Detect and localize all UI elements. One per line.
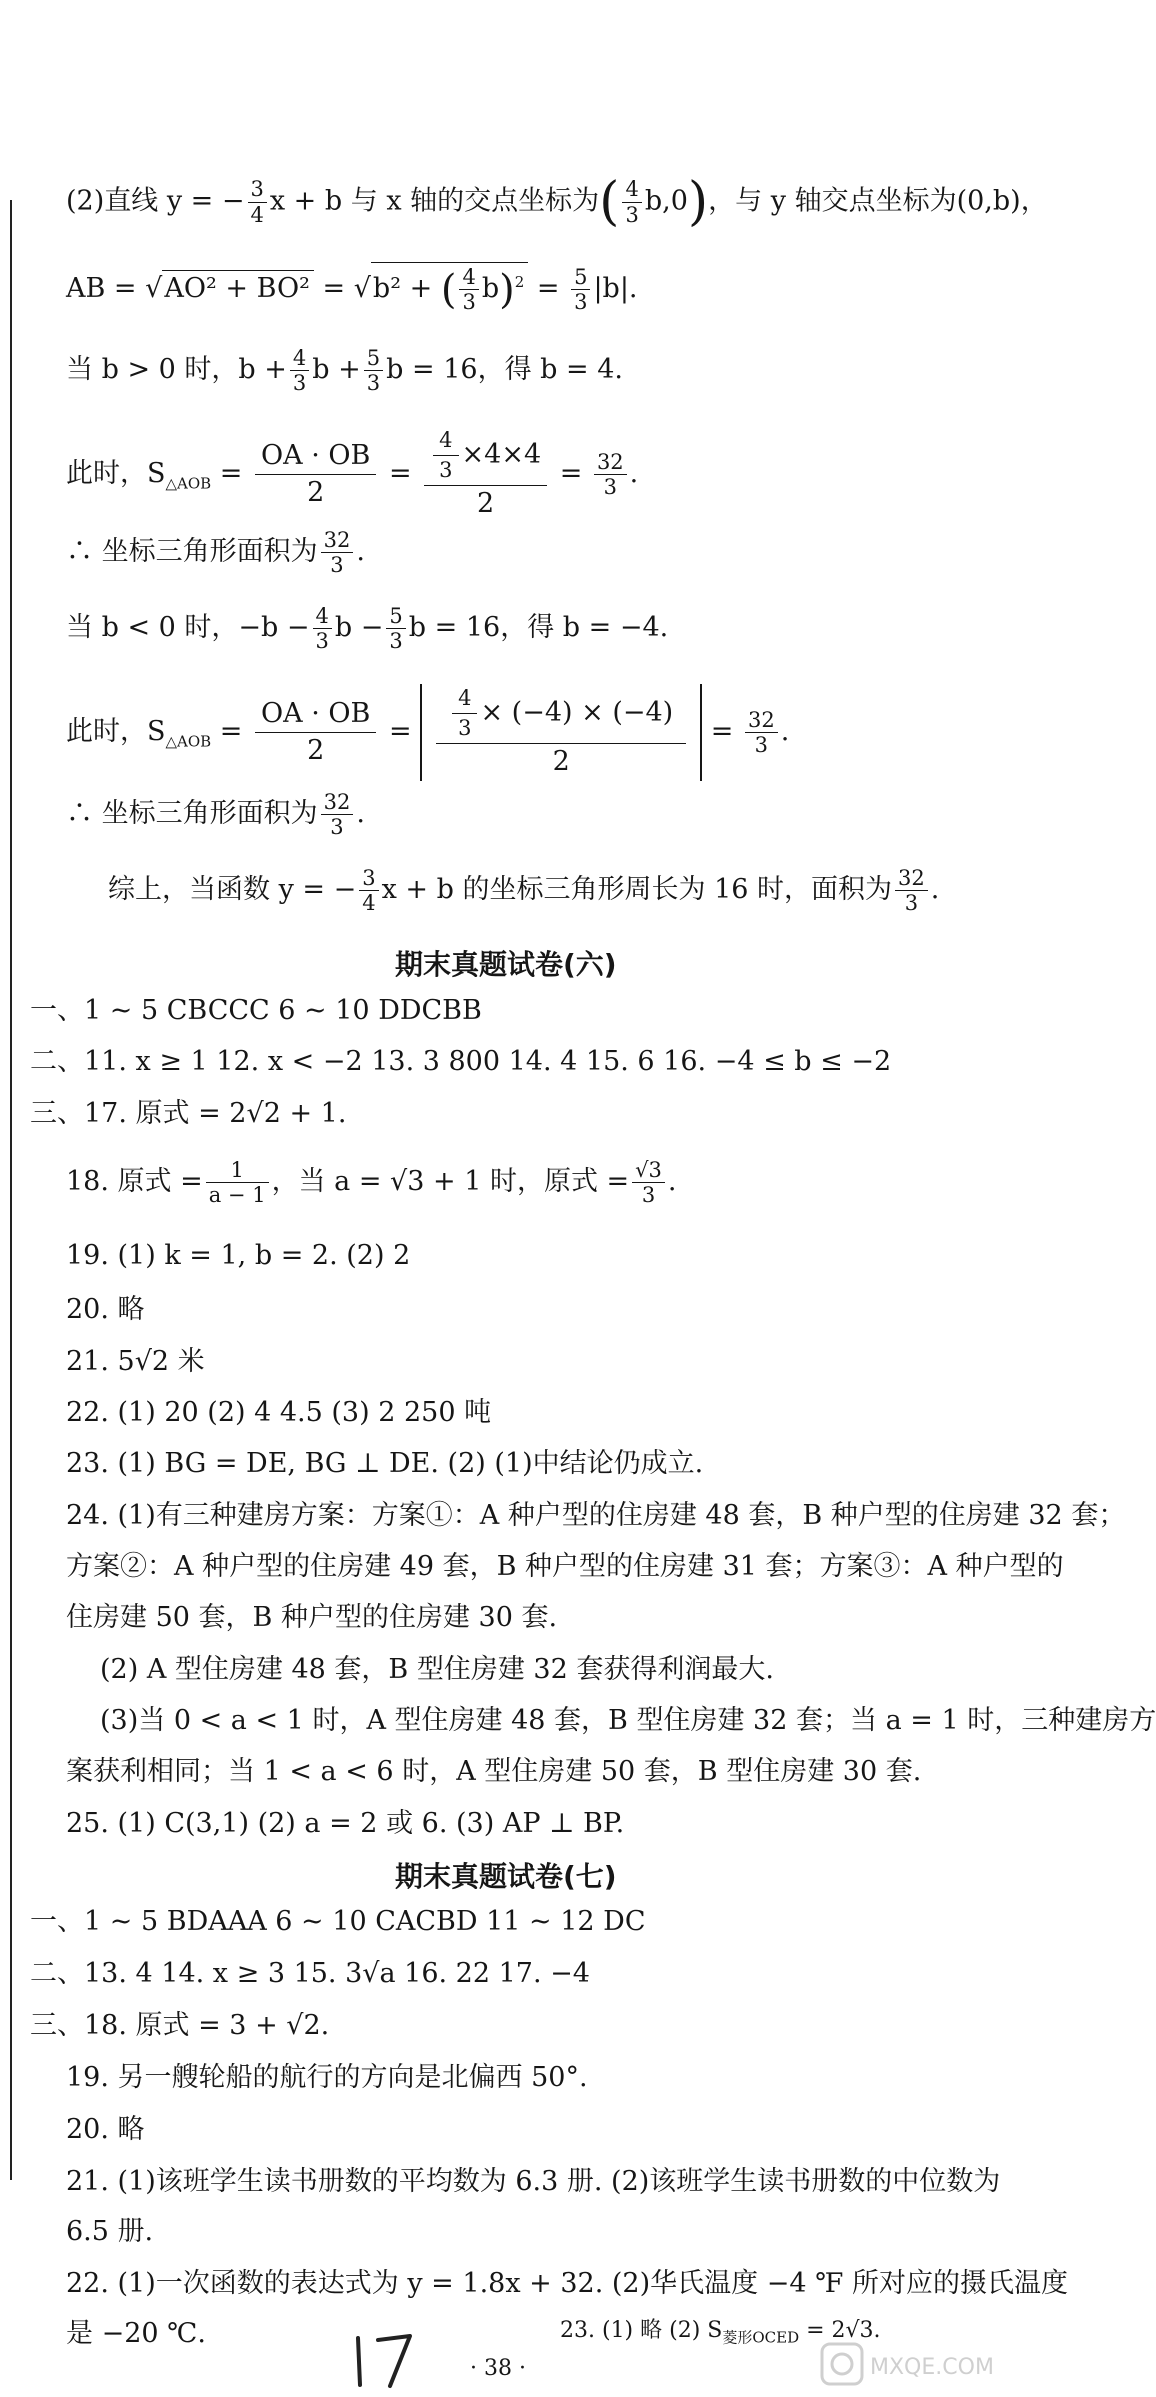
part2-intro: (2)直线 y = − $\frac{3}{4}$ x + b 与 x 轴的交点坐标为( $\frac{4}{3}$ b,0)，与 y 轴交点坐标为(0,b)， [66,172,1048,232]
watermark-logo [820,2340,994,2397]
exam6-q24-line5: (3)当 0 < a < 1 时，A 型住房建 48 套，B 型住房建 32 套；当 a = 1 时，三种建房方 [100,1705,1156,1736]
exam7-q21-line1: 21. (1)该班学生读书册数的平均数为 6.3 册. (2)该班学生读书册数的中位数为 [66,2166,1001,2197]
page-number: · 38 · [470,2356,526,2381]
exam7-q19: 19. 另一艘轮船的航行的方向是北偏西 50°. [66,2062,588,2093]
exam6-q24-line2: 方案②：A 种户型的住房建 49 套，B 种户型的住房建 31 套；方案③：A 种户型的 [66,1551,1064,1582]
conclusion-2: ∴ 坐标三角形面积为 $\frac{32}{3}$ . [66,790,365,840]
ab-formula: AB = √AO² + BO² = √b² + ( $\frac{4}{3}$ b)$^2$ = $\frac{5}{3}$ |b|. [66,262,638,314]
exam6-q19: 19. (1) k = 1, b = 2. (2) 2 [66,1240,411,1271]
left-margin-rule [10,200,12,2180]
exam6-q24-line6: 案获利相同；当 1 < a < 6 时，A 型住房建 50 套，B 型住房建 30 套. [66,1756,922,1787]
summary-line: 综上，当函数 y = − $\frac{3}{4}$ x + b 的坐标三角形周长为 16 时，面积为 $\frac{32}{3}$ . [108,866,940,916]
exam6-q1: 一、1 ~ 5 CBCCC 6 ~ 10 DDCBB [30,995,482,1026]
exam6-q22: 22. (1) 20 (2) 4 4.5 (3) 2 250 吨 [66,1397,492,1428]
exam6-title: 期末真题试卷(六) [395,948,617,981]
handwritten-note [350,2330,420,2397]
exam6-q17: 三、17. 原式 = 2√2 + 1. [30,1098,347,1129]
exam7-title: 期末真题试卷(七) [395,1860,617,1893]
exam6-q25: 25. (1) C(3,1) (2) a = 2 或 6. (3) AP ⊥ BP. [66,1808,625,1839]
area-case1: 此时，$S_{\triangle AOB}$ = $\frac{OA \cdot OB}{2}$ = $\frac{4}{3}$ ×4×4 2 = $\frac{32}{3}$ . [66,428,639,520]
exam7-q20: 20. 略 [66,2114,145,2145]
exam6-q24-line3: 住房建 50 套，B 种户型的住房建 30 套. [66,1602,558,1633]
exam6-q2: 二、11. x ≥ 1 12. x < −2 13. 3 800 14. 4 15. 6 16. −4 ≤ b ≤ −2 [30,1046,892,1077]
exam7-q22-line2: 是 −20 ℃. [66,2318,206,2349]
exam6-q24-line1: 24. (1)有三种建房方案：方案①：A 种户型的住房建 48 套，B 种户型的住房建 32 套； [66,1500,1126,1531]
exam6-q24-line4: (2) A 型住房建 48 套，B 型住房建 32 套获得利润最大. [100,1654,774,1685]
exam6-q18: 18. 原式 = $\frac{1}{a - 1}$ ，当 a = √3 + 1 时，原式 = $\frac{√3}{3}$ . [66,1158,677,1208]
fraction-3-4: $\frac{3}{4}$ [248,177,267,226]
exam6-q23: 23. (1) BG = DE, BG ⊥ DE. (2) (1)中结论仍成立. [66,1448,704,1479]
exam6-q21: 21. 5√2 米 [66,1346,205,1377]
exam7-q1: 一、1 ~ 5 BDAAA 6 ~ 10 CACBD 11 ~ 12 DC [30,1906,646,1937]
conclusion-1: ∴ 坐标三角形面积为 $\frac{32}{3}$ . [66,528,365,578]
area-case2: 此时，$S_{\triangle AOB}$ = $\frac{OA \cdot OB}{2}$ = $\frac{4}{3}$ × (−4) × (−4) 2 = $\frac{32}{3}$ . [66,684,789,781]
exam7-q2: 二、13. 4 14. x ≥ 3 15. 3√a 16. 22 17. −4 [30,1958,590,1989]
exam7-q22-line1: 22. (1)一次函数的表达式为 y = 1.8x + 32. (2)华氏温度 −4 ℉ 所对应的摄氏温度 [66,2268,1068,2299]
case-b-positive: 当 b > 0 时，b + $\frac{4}{3}$ b + $\frac{5}{3}$ b = 16，得 b = 4. [66,346,623,396]
exam7-q21-line2: 6.5 册. [66,2216,154,2247]
exam7-q18: 三、18. 原式 = 3 + √2. [30,2010,330,2041]
exam7-q23: 23. (1) 略 (2) $S_{菱形OCED} = 2√3$. [560,2318,881,2347]
exam6-q20: 20. 略 [66,1294,145,1325]
svg-text:MXQE.COM: MXQE.COM [870,2355,994,2380]
case-b-negative: 当 b < 0 时，−b − $\frac{4}{3}$ b − $\frac{5}{3}$ b = 16，得 b = −4. [66,604,669,654]
